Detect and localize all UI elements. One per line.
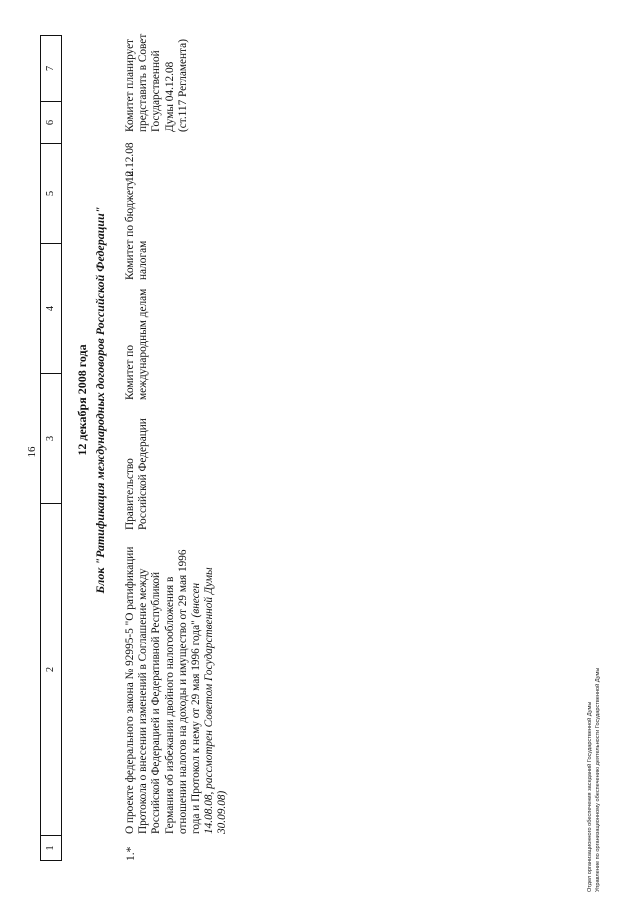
remark-cell: Комитет планирует представить в Совет Государственной Думы 04.12.08 (ст.117 Регламента) <box>124 33 189 132</box>
column-header-4: 4 <box>41 243 61 373</box>
row-number: 1.* <box>125 846 137 861</box>
co-committee-cell: Комитет по бюджету и налогам <box>124 170 150 280</box>
column-header-1: 1 <box>41 835 61 860</box>
column-header-6: 6 <box>41 101 61 143</box>
initiator-cell: Правительство Российской Федерации <box>124 418 150 530</box>
column-header-7: 7 <box>45 65 56 72</box>
bill-note: (внесен 14.08.08, рассмотрен Советом Государственной Думы 30.09.08) <box>190 567 229 834</box>
column-header-3: 3 <box>41 373 61 503</box>
bill-description-cell <box>124 544 230 834</box>
bill-description: О проекте федерального закона № 92995-5 "О ратификации Протокола о внесении изменений в Соглашение между Российской Федерацией и Федеративной Республикой Германия об избежании двойного налогообложения в отношении налогов на доходы и имущество от 29 мая 1996 года и Протокол к нему от 29 мая 1996 года" <box>124 546 203 834</box>
column-header-2: 2 <box>41 503 61 835</box>
column-header-row <box>40 35 62 861</box>
footer <box>586 372 602 892</box>
date-cell: 12.12.08 <box>124 142 136 182</box>
block-heading: Блок "Ратификация международных договоров Российской Федерации" <box>93 206 107 594</box>
footer-line-1: Отдел организационного обеспечения заседаний Государственной Думы <box>587 701 593 892</box>
footer-line-2: Управление по организационному обеспечению деятельности Государственной Думы <box>595 667 601 892</box>
responsible-committee-cell: Комитет по международным делам <box>124 288 150 400</box>
date-heading: 12 декабря 2008 года <box>75 344 89 456</box>
column-header-5: 5 <box>41 143 61 243</box>
page-number: 16 <box>26 446 38 458</box>
